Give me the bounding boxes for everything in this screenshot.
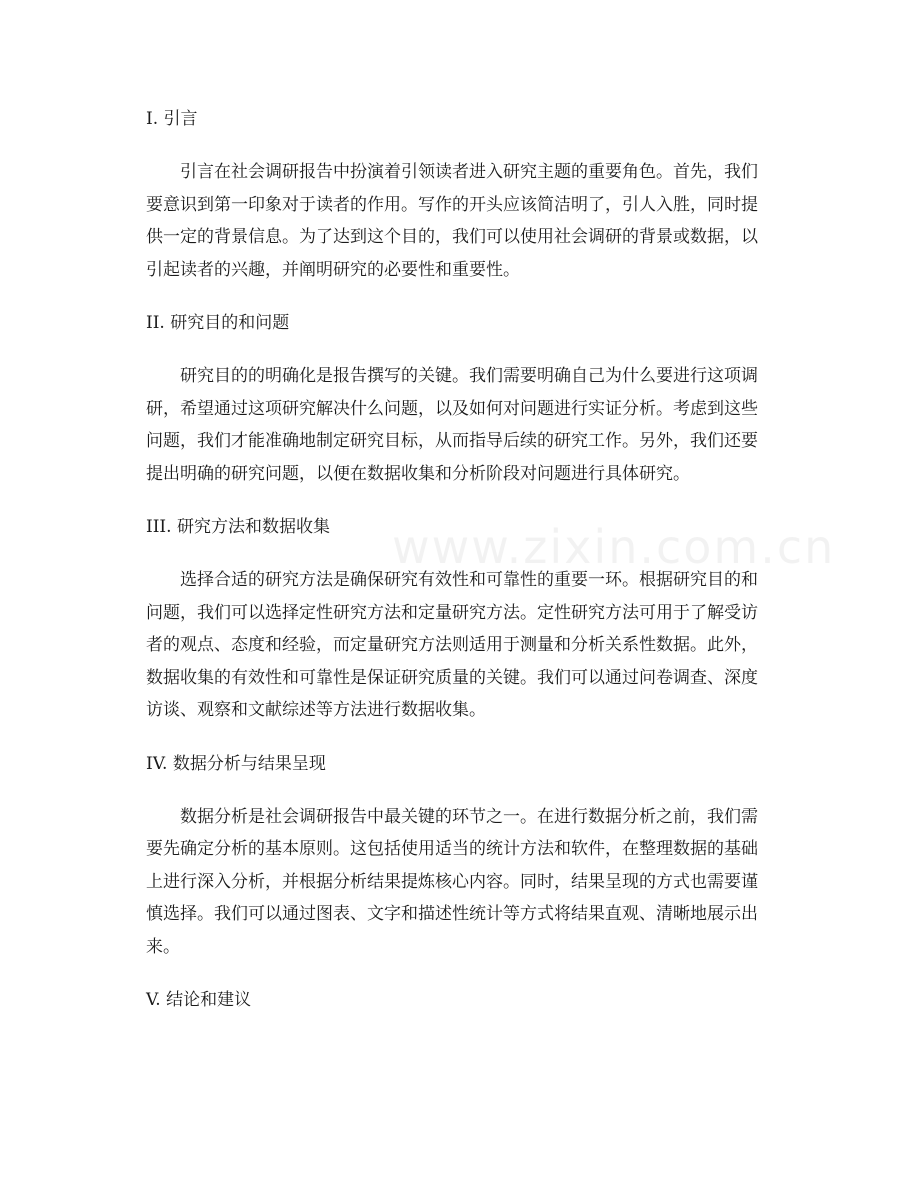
paragraph-line: 要先确定分析的基本原则。这包括使用适当的统计方法和软件，在整理数据的基础 xyxy=(146,839,758,859)
paragraph-line: 引起读者的兴趣，并阐明研究的必要性和重要性。 xyxy=(146,259,520,280)
section-paragraph-1 xyxy=(146,156,774,286)
section-heading-1: I. 引言 xyxy=(146,109,198,129)
paragraph-line: 选择合适的研究方法是确保研究有效性和可靠性的重要一环。根据研究目的和 xyxy=(180,570,758,590)
section-paragraph-2 xyxy=(146,360,774,490)
section-heading-4: IV. 数据分析与结果呈现 xyxy=(146,753,326,774)
section-heading-5: V. 结论和建议 xyxy=(146,990,252,1010)
section-paragraph-4 xyxy=(146,801,774,964)
paragraph-line: 要意识到第一印象对于读者的作用。写作的开头应该简洁明了，引人入胜，同时提 xyxy=(146,194,758,215)
paragraph-line: 者的观点、态度和经验，而定量研究方法则适用于测量和分析关系性数据。此外， xyxy=(146,635,758,655)
section-heading-2: II. 研究目的和问题 xyxy=(146,313,290,333)
paragraph-line: 问题，我们才能准确地制定研究目标，从而指导后续的研究工作。另外，我们还要 xyxy=(146,431,758,451)
paragraph-line: 数据收集的有效性和可靠性是保证研究质量的关键。我们可以通过问卷调查、深度 xyxy=(146,667,758,688)
paragraph-line: 研，希望通过这项研究解决什么问题，以及如何对问题进行实证分析。考虑到这些 xyxy=(146,398,758,419)
section-paragraph-3 xyxy=(146,564,774,727)
paragraph-line: 来。 xyxy=(146,936,180,957)
paragraph-line: 问题，我们可以选择定性研究方法和定量研究方法。定性研究方法可用于了解受访 xyxy=(146,602,758,623)
paragraph-line: 提出明确的研究问题，以便在数据收集和分析阶段对问题进行具体研究。 xyxy=(146,463,690,484)
watermark: www.zixin.com.cn xyxy=(392,520,836,574)
paragraph-line: 访谈、观察和文献综述等方法进行数据收集。 xyxy=(146,700,486,720)
paragraph-line: 数据分析是社会调研报告中最关键的环节之一。在进行数据分析之前，我们需 xyxy=(180,806,758,827)
paragraph-line: 上进行深入分析，并根据分析结果提炼核心内容。同时，结果呈现的方式也需要谨 xyxy=(146,871,758,892)
paragraph-line: 研究目的的明确化是报告撰写的关键。我们需要明确自己为什么要进行这项调 xyxy=(180,366,758,386)
paragraph-line: 慎选择。我们可以通过图表、文字和描述性统计等方式将结果直观、清晰地展示出 xyxy=(146,904,758,924)
document-page xyxy=(146,103,774,1016)
paragraph-line: 引言在社会调研报告中扮演着引领读者进入研究主题的重要角色。首先，我们 xyxy=(180,162,758,182)
paragraph-line: 供一定的背景信息。为了达到这个目的，我们可以使用社会调研的背景或数据，以 xyxy=(146,227,758,247)
section-heading-3: III. 研究方法和数据收集 xyxy=(146,517,330,537)
